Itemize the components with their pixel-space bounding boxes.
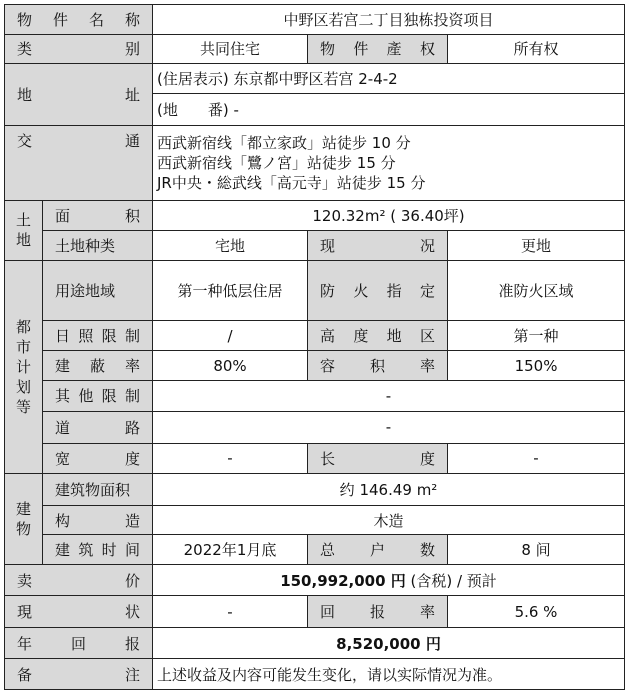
far-value: 150% (448, 351, 625, 381)
row-remarks (5, 659, 625, 690)
row-property-name (5, 5, 625, 35)
units-value: 8 间 (448, 535, 625, 565)
price-note: (含税) / 预計 (405, 571, 497, 590)
price-value (153, 565, 625, 596)
building-area-value: 约 146.49 m² (153, 473, 625, 505)
row-built (5, 535, 625, 565)
label-char: 物 (320, 40, 336, 59)
building-group-label (5, 473, 43, 565)
row-annual (5, 628, 625, 659)
label-char: 日 (55, 327, 71, 346)
fire-value: 准防火区域 (448, 260, 625, 321)
label-char: 火 (353, 282, 369, 300)
label-char: 卖 (17, 571, 33, 590)
label-char: 現 (17, 603, 33, 622)
label-char: 总 (320, 541, 336, 560)
label-char: 权 (419, 40, 435, 59)
label-char: 回 (320, 603, 336, 622)
row-coverage (5, 351, 625, 381)
current-value: - (153, 596, 308, 628)
land-type-value: 宅地 (153, 230, 308, 260)
structure-value: 木造 (153, 505, 625, 535)
other-label (43, 381, 153, 412)
label-char: 户 (369, 541, 385, 560)
address-label (5, 63, 153, 126)
label-char: 道 (55, 418, 71, 437)
land-status-label (308, 230, 448, 260)
label-char: 指 (386, 282, 402, 300)
remarks-value: 上述收益及内容可能发生变化，请以实际情况为准。 (153, 659, 625, 690)
sun-value: / (153, 321, 308, 351)
label-char: 通 (124, 132, 140, 151)
row-zone (5, 260, 625, 321)
label-char: 报 (124, 634, 140, 653)
price-amount: 150,992,000 円 (280, 571, 406, 590)
fire-label (308, 260, 448, 321)
land-status-value: 更地 (448, 230, 625, 260)
zone-value: 第一种低层住居 (153, 260, 308, 321)
row-current (5, 596, 625, 628)
label-char: 区 (419, 327, 435, 346)
label-char: 建 (15, 499, 31, 518)
label-char: 率 (419, 357, 435, 376)
address-line-1: (住居表示) 东京都中野区若宫 2-4-2 (153, 63, 625, 94)
building-area-label (43, 473, 153, 505)
label-char: 防 (320, 282, 336, 300)
label-char: 面 (55, 206, 71, 225)
row-building-area (5, 473, 625, 505)
label-char: 率 (124, 357, 140, 376)
transport-line: 西武新宿线「都立家政」站徒步 10 分 (157, 134, 411, 153)
label-char: 类 (17, 40, 33, 59)
label-char: 时 (101, 541, 117, 560)
building-area-label-text: 建筑物面积 (55, 480, 131, 499)
transport-line: 西武新宿线「鷺ノ宮」站徒步 15 分 (157, 154, 396, 173)
label-char: 他 (78, 387, 94, 406)
label-char: 路 (124, 418, 140, 437)
label-char: 别 (124, 40, 140, 59)
row-price (5, 565, 625, 596)
property-name-label (5, 5, 153, 35)
label-char: 筑 (78, 541, 94, 560)
label-char: 產 (386, 40, 402, 59)
label-char: 址 (124, 86, 140, 104)
height-label (308, 321, 448, 351)
row-other (5, 381, 625, 412)
label-char: 容 (320, 357, 336, 376)
label-char: 名 (88, 10, 104, 29)
label-char: 件 (52, 10, 68, 29)
label-char: 建 (55, 357, 71, 376)
label-char: 价 (124, 571, 140, 590)
road-value: - (153, 411, 625, 443)
label-char: 宽 (55, 449, 71, 468)
label-char: 年 (17, 634, 33, 653)
label-char: 建 (55, 541, 71, 560)
road-label (43, 411, 153, 443)
other-value: - (153, 381, 625, 412)
row-land-type (5, 230, 625, 260)
label-char: 度 (124, 449, 140, 468)
label-char: 件 (353, 40, 369, 59)
yield-label (308, 596, 448, 628)
land-area-value: 120.32m² ( 36.40坪) (153, 200, 625, 230)
units-label (308, 535, 448, 565)
address-line-2: (地 番) - (153, 94, 625, 126)
row-land-area (5, 200, 625, 230)
label-char: 制 (124, 327, 140, 346)
label-char: 况 (419, 236, 435, 255)
label-char: 地 (386, 327, 402, 346)
label-char: 构 (55, 511, 71, 530)
land-group-label (5, 200, 43, 260)
label-char: 称 (124, 10, 140, 29)
land-area-label (43, 200, 153, 230)
built-value: 2022年1月底 (153, 535, 308, 565)
label-char: 备 (17, 665, 33, 684)
land-type-text: 土地种类 (55, 236, 116, 255)
label-char: 报 (369, 603, 385, 622)
transport-lines (153, 126, 625, 201)
yield-value: 5.6 % (448, 596, 625, 628)
price-label (5, 565, 153, 596)
sun-label (43, 321, 153, 351)
label-char: 物 (17, 10, 33, 29)
land-type-label (43, 230, 153, 260)
label-char: 地 (17, 86, 33, 104)
coverage-label (43, 351, 153, 381)
width-label (43, 443, 153, 473)
property-sheet (4, 4, 625, 690)
label-char: 都 (15, 317, 31, 336)
zone-label (43, 260, 153, 321)
label-char: 长 (320, 449, 336, 468)
label-char: 限 (101, 327, 117, 346)
rights-value: 所有权 (448, 34, 625, 63)
label-char: 划 (15, 377, 31, 396)
row-road (5, 411, 625, 443)
remarks-label (5, 659, 153, 690)
category-label (5, 34, 153, 63)
label-char: 现 (320, 236, 336, 255)
label-char: 高 (320, 327, 336, 346)
label-char: 积 (369, 357, 385, 376)
row-structure (5, 505, 625, 535)
label-char: 回 (70, 634, 86, 653)
length-label (308, 443, 448, 473)
label-char: 数 (419, 541, 435, 560)
width-value: - (153, 443, 308, 473)
row-sun (5, 321, 625, 351)
annual-label (5, 628, 153, 659)
row-transport (5, 126, 625, 201)
label-char: 造 (124, 511, 140, 530)
label-char: 计 (15, 357, 31, 376)
label-char: 等 (15, 397, 31, 416)
label-char: 限 (101, 387, 117, 406)
length-value: - (448, 443, 625, 473)
label-char: 注 (124, 665, 140, 684)
label-char: 地 (15, 231, 31, 250)
property-name-value: 中野区若宫二丁目独栋投资项目 (153, 5, 625, 35)
transport-label (5, 126, 153, 201)
label-char: 状 (124, 603, 140, 622)
height-value: 第一种 (448, 321, 625, 351)
row-category (5, 34, 625, 63)
annual-value: 8,520,000 円 (153, 628, 625, 659)
label-char: 照 (78, 327, 94, 346)
label-char: 度 (353, 327, 369, 346)
row-address-1 (5, 63, 625, 94)
row-width (5, 443, 625, 473)
label-char: 市 (15, 337, 31, 356)
label-char: 蔽 (89, 357, 105, 376)
label-char: 交 (17, 132, 33, 151)
far-label (308, 351, 448, 381)
label-char: 定 (419, 282, 435, 300)
structure-label (43, 505, 153, 535)
urban-group-label (5, 260, 43, 473)
label-char: 间 (124, 541, 140, 560)
label-char: 积 (124, 206, 140, 225)
transport-line: JR中央・総武线「高元寺」站徒步 15 分 (157, 174, 426, 193)
zone-label-text: 用途地域 (55, 282, 116, 300)
label-char: 率 (419, 603, 435, 622)
label-char: 度 (419, 449, 435, 468)
label-char: 制 (124, 387, 140, 406)
coverage-value: 80% (153, 351, 308, 381)
label-char: 土 (15, 211, 31, 230)
category-value: 共同住宅 (153, 34, 308, 63)
rights-label (308, 34, 448, 63)
built-label (43, 535, 153, 565)
label-char: 物 (15, 519, 31, 538)
label-char: 其 (55, 387, 71, 406)
current-label (5, 596, 153, 628)
